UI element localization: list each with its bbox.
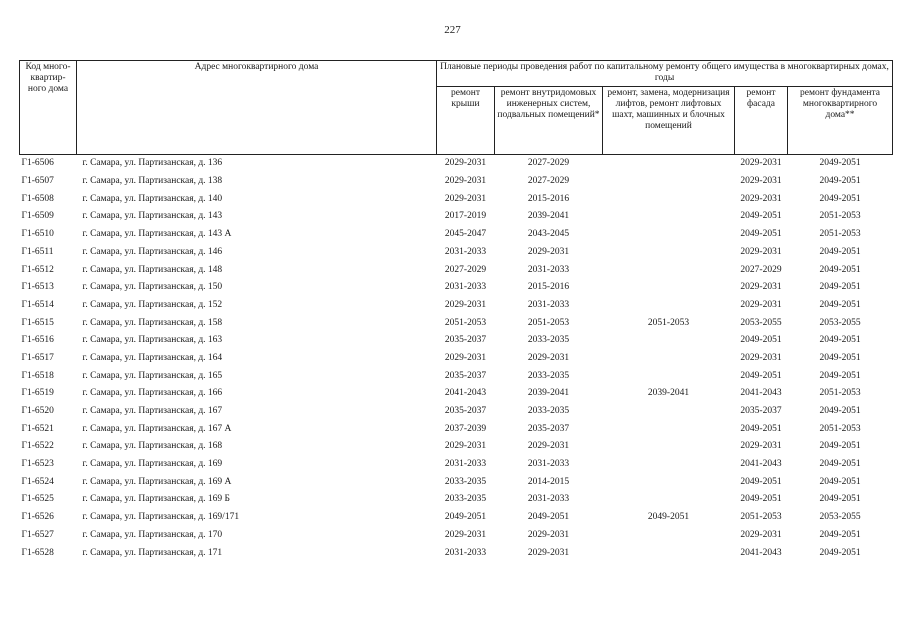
- cell-foundation: 2049-2051: [819, 282, 861, 293]
- cell-code: Г1-6522: [21, 441, 54, 452]
- cell-code: Г1-6507: [21, 176, 54, 187]
- cell-facade: 2029-2031: [740, 158, 782, 169]
- cell-foundation: 2051-2053: [819, 211, 861, 222]
- cell-code: Г1-6518: [21, 370, 54, 381]
- cell-foundation: 2049-2051: [819, 406, 861, 416]
- cell-code: Г1-6519: [21, 388, 54, 399]
- cell-elevators: 2039-2041: [647, 388, 690, 399]
- table-row: [20, 297, 893, 315]
- cell-foundation: 2051-2053: [819, 388, 861, 399]
- table-row: [20, 456, 893, 474]
- cell-facade: 2049-2051: [740, 370, 782, 381]
- cell-engineering: 2015-2016: [527, 193, 570, 204]
- cell-address: г. Самара, ул. Партизанская, д. 143 А: [82, 229, 232, 240]
- cell-elevators: 2049-2051: [647, 512, 690, 523]
- cell-code: Г1-6515: [21, 317, 54, 328]
- cell-facade: 2049-2051: [740, 335, 782, 346]
- cell-elevators: [603, 491, 735, 509]
- cell-foundation: 2049-2051: [819, 476, 861, 487]
- cell-elevators: [603, 173, 735, 191]
- cell-elevators: [603, 526, 735, 544]
- cell-engineering: 2014-2015: [527, 476, 570, 487]
- cell-foundation: 2049-2051: [819, 246, 861, 257]
- table-row: [20, 208, 893, 226]
- cell-roof: 2037-2039: [444, 423, 487, 434]
- table-row: [20, 491, 893, 509]
- cell-facade: 2041-2043: [740, 388, 782, 399]
- cell-roof: 2049-2051: [444, 512, 487, 523]
- cell-code: Г1-6516: [21, 335, 54, 346]
- header-facade: ремонт фасада: [735, 87, 788, 155]
- cell-address: г. Самара, ул. Партизанская, д. 138: [82, 176, 223, 187]
- cell-roof: 2031-2033: [444, 547, 487, 558]
- cell-elevators: [603, 279, 735, 297]
- cell-address: г. Самара, ул. Партизанская, д. 136: [82, 158, 223, 169]
- cell-code: Г1-6523: [21, 459, 54, 470]
- cell-address: г. Самара, ул. Партизанская, д. 167: [82, 406, 223, 416]
- header-foundation: ремонт фундамента многоквартирного дома**: [788, 87, 893, 155]
- cell-roof: 2029-2031: [444, 176, 487, 187]
- cell-roof: 2029-2031: [444, 441, 487, 452]
- cell-facade: 2027-2029: [740, 264, 782, 275]
- cell-roof: 2035-2037: [444, 370, 487, 381]
- cell-code: Г1-6527: [21, 529, 54, 540]
- cell-address: г. Самара, ул. Партизанская, д. 169: [82, 459, 223, 470]
- cell-elevators: [603, 332, 735, 350]
- table-row: [20, 420, 893, 438]
- cell-elevators: [603, 190, 735, 208]
- cell-foundation: 2049-2051: [819, 494, 861, 505]
- cell-engineering: 2031-2033: [527, 264, 570, 275]
- cell-address: г. Самара, ул. Партизанская, д. 152: [82, 299, 223, 310]
- header-address: Адрес многоквартирного дома: [77, 61, 437, 155]
- cell-facade: 2029-2031: [740, 176, 782, 187]
- cell-engineering: 2033-2035: [527, 370, 570, 381]
- cell-roof: 2041-2043: [444, 388, 487, 399]
- cell-code: Г1-6521: [21, 423, 54, 434]
- cell-elevators: [603, 243, 735, 261]
- cell-engineering: 2015-2016: [527, 282, 570, 293]
- cell-address: г. Самара, ул. Партизанская, д. 165: [82, 370, 223, 381]
- cell-address: г. Самара, ул. Партизанская, д. 170: [82, 529, 223, 540]
- cell-foundation: 2049-2051: [819, 441, 861, 452]
- cell-engineering: 2029-2031: [527, 547, 570, 558]
- cell-roof: 2031-2033: [444, 246, 487, 257]
- cell-code: Г1-6511: [21, 246, 54, 257]
- table-row: [20, 473, 893, 491]
- cell-foundation: 2049-2051: [819, 547, 861, 558]
- table-row: [20, 155, 893, 173]
- table-row: [20, 314, 893, 332]
- cell-engineering: 2049-2051: [527, 512, 570, 523]
- cell-facade: 2049-2051: [740, 211, 782, 222]
- table-row: [20, 403, 893, 421]
- cell-roof: 2033-2035: [444, 494, 487, 505]
- table-row: [20, 350, 893, 368]
- table-row: [20, 226, 893, 244]
- cell-foundation: 2049-2051: [819, 529, 861, 540]
- cell-elevators: [603, 473, 735, 491]
- cell-facade: 2029-2031: [740, 441, 782, 452]
- header-periods: Плановые периоды проведения работ по капитальному ремонту общего имущества в многоквартирных домах, годы: [437, 61, 893, 87]
- cell-code: Г1-6526: [21, 512, 54, 523]
- cell-elevators: [603, 208, 735, 226]
- cell-address: г. Самара, ул. Партизанская, д. 168: [82, 441, 223, 452]
- header-code: Код много-квартир-ного дома: [20, 61, 77, 155]
- cell-engineering: 2031-2033: [527, 299, 570, 310]
- cell-code: Г1-6512: [21, 264, 54, 275]
- table-body: [20, 155, 893, 562]
- cell-facade: 2049-2051: [740, 229, 782, 240]
- cell-engineering: 2031-2033: [527, 494, 570, 505]
- cell-engineering: 2051-2053: [527, 317, 570, 328]
- table-row: [20, 526, 893, 544]
- cell-elevators: [603, 226, 735, 244]
- cell-roof: 2029-2031: [444, 299, 487, 310]
- cell-foundation: 2049-2051: [819, 352, 861, 363]
- cell-elevators: [603, 297, 735, 315]
- cell-address: г. Самара, ул. Партизанская, д. 167 А: [82, 423, 232, 434]
- cell-engineering: 2027-2029: [527, 176, 570, 187]
- cell-foundation: 2049-2051: [819, 193, 861, 204]
- cell-elevators: [603, 403, 735, 421]
- cell-code: Г1-6506: [21, 158, 54, 169]
- cell-facade: 2049-2051: [740, 476, 782, 487]
- cell-facade: 2035-2037: [740, 406, 782, 416]
- table-row: [20, 261, 893, 279]
- cell-engineering: 2033-2035: [527, 335, 570, 346]
- cell-address: г. Самара, ул. Партизанская, д. 169 А: [82, 476, 232, 487]
- cell-roof: 2017-2019: [444, 211, 487, 222]
- cell-foundation: 2051-2053: [819, 423, 861, 434]
- cell-elevators: [603, 350, 735, 368]
- cell-foundation: 2049-2051: [819, 158, 861, 169]
- cell-engineering: 2029-2031: [527, 529, 570, 540]
- cell-facade: 2029-2031: [740, 193, 782, 204]
- cell-address: г. Самара, ул. Партизанская, д. 171: [82, 547, 223, 558]
- cell-roof: 2031-2033: [444, 282, 487, 293]
- cell-engineering: 2039-2041: [527, 211, 570, 222]
- cell-engineering: 2029-2031: [527, 246, 570, 257]
- cell-foundation: 2049-2051: [819, 264, 861, 275]
- cell-address: г. Самара, ул. Партизанская, д. 169 Б: [82, 494, 231, 505]
- cell-foundation: 2049-2051: [819, 335, 861, 346]
- cell-roof: 2035-2037: [444, 406, 487, 416]
- cell-engineering: 2029-2031: [527, 441, 570, 452]
- cell-facade: 2041-2043: [740, 459, 782, 470]
- cell-roof: 2029-2031: [444, 529, 487, 540]
- cell-elevators: 2051-2053: [647, 317, 690, 328]
- capital-repair-table: [19, 60, 893, 562]
- cell-facade: 2053-2055: [740, 317, 782, 328]
- cell-code: Г1-6509: [21, 211, 54, 222]
- cell-engineering: 2031-2033: [527, 459, 570, 470]
- table-row: [20, 438, 893, 456]
- table-row: [20, 173, 893, 191]
- cell-code: Г1-6520: [21, 406, 54, 416]
- header-engineering: ремонт внутридомовых инженерных систем, подвальных помещений*: [495, 87, 603, 155]
- table-row: [20, 332, 893, 350]
- cell-roof: 2033-2035: [444, 476, 487, 487]
- cell-roof: 2029-2031: [444, 193, 487, 204]
- cell-facade: 2029-2031: [740, 352, 782, 363]
- cell-facade: 2041-2043: [740, 547, 782, 558]
- cell-facade: 2049-2051: [740, 423, 782, 434]
- cell-address: г. Самара, ул. Партизанская, д. 169/171: [82, 512, 240, 523]
- cell-foundation: 2049-2051: [819, 459, 861, 470]
- cell-address: г. Самара, ул. Партизанская, д. 158: [82, 317, 223, 328]
- cell-facade: 2029-2031: [740, 282, 782, 293]
- cell-code: Г1-6517: [21, 352, 54, 363]
- cell-engineering: 2029-2031: [527, 352, 570, 363]
- cell-engineering: 2035-2037: [527, 423, 570, 434]
- cell-roof: 2035-2037: [444, 335, 487, 346]
- cell-roof: 2027-2029: [444, 264, 487, 275]
- cell-address: г. Самара, ул. Партизанская, д. 166: [82, 388, 223, 399]
- cell-roof: 2029-2031: [444, 158, 487, 169]
- cell-address: г. Самара, ул. Партизанская, д. 143: [82, 211, 223, 222]
- cell-foundation: 2049-2051: [819, 176, 861, 187]
- cell-elevators: [603, 438, 735, 456]
- cell-address: г. Самара, ул. Партизанская, д. 140: [82, 193, 223, 204]
- cell-engineering: 2043-2045: [527, 229, 570, 240]
- cell-elevators: [603, 367, 735, 385]
- cell-code: Г1-6525: [21, 494, 54, 505]
- cell-facade: 2051-2053: [740, 512, 782, 523]
- cell-foundation: 2049-2051: [819, 299, 861, 310]
- header-roof: ремонт крыши: [437, 87, 495, 155]
- cell-address: г. Самара, ул. Партизанская, д. 163: [82, 335, 223, 346]
- cell-elevators: [603, 544, 735, 562]
- cell-foundation: 2051-2053: [819, 229, 861, 240]
- page-number: 227: [444, 24, 461, 36]
- cell-foundation: 2049-2051: [819, 370, 861, 381]
- cell-facade: 2029-2031: [740, 246, 782, 257]
- cell-code: Г1-6513: [21, 282, 54, 293]
- table-row: [20, 367, 893, 385]
- cell-address: г. Самара, ул. Партизанская, д. 146: [82, 246, 223, 257]
- cell-engineering: 2027-2029: [527, 158, 570, 169]
- cell-engineering: 2033-2035: [527, 406, 570, 416]
- cell-code: Г1-6528: [21, 547, 54, 558]
- cell-elevators: [603, 261, 735, 279]
- table-row: [20, 544, 893, 562]
- cell-facade: 2029-2031: [740, 299, 782, 310]
- table-row: [20, 279, 893, 297]
- cell-roof: 2029-2031: [444, 352, 487, 363]
- cell-roof: 2045-2047: [444, 229, 487, 240]
- cell-elevators: [603, 420, 735, 438]
- table-row: [20, 385, 893, 403]
- table-row: [20, 509, 893, 527]
- cell-address: г. Самара, ул. Партизанская, д. 148: [82, 264, 223, 275]
- cell-code: Г1-6510: [21, 229, 54, 240]
- table-row: [20, 190, 893, 208]
- cell-code: Г1-6508: [21, 193, 54, 204]
- cell-roof: 2031-2033: [444, 459, 487, 470]
- cell-code: Г1-6524: [21, 476, 54, 487]
- cell-elevators: [603, 155, 735, 173]
- cell-facade: 2029-2031: [740, 529, 782, 540]
- cell-address: г. Самара, ул. Партизанская, д. 164: [82, 352, 223, 363]
- cell-facade: 2049-2051: [740, 494, 782, 505]
- header-elevators: ремонт, замена, модернизация лифтов, ремонт лифтовых шахт, машинных и блочных помещений: [603, 87, 735, 155]
- cell-foundation: 2053-2055: [819, 317, 861, 328]
- table-row: [20, 243, 893, 261]
- cell-address: г. Самара, ул. Партизанская, д. 150: [82, 282, 223, 293]
- cell-elevators: [603, 456, 735, 474]
- cell-engineering: 2039-2041: [527, 388, 570, 399]
- cell-roof: 2051-2053: [444, 317, 487, 328]
- cell-code: Г1-6514: [21, 299, 54, 310]
- cell-foundation: 2053-2055: [819, 512, 861, 523]
